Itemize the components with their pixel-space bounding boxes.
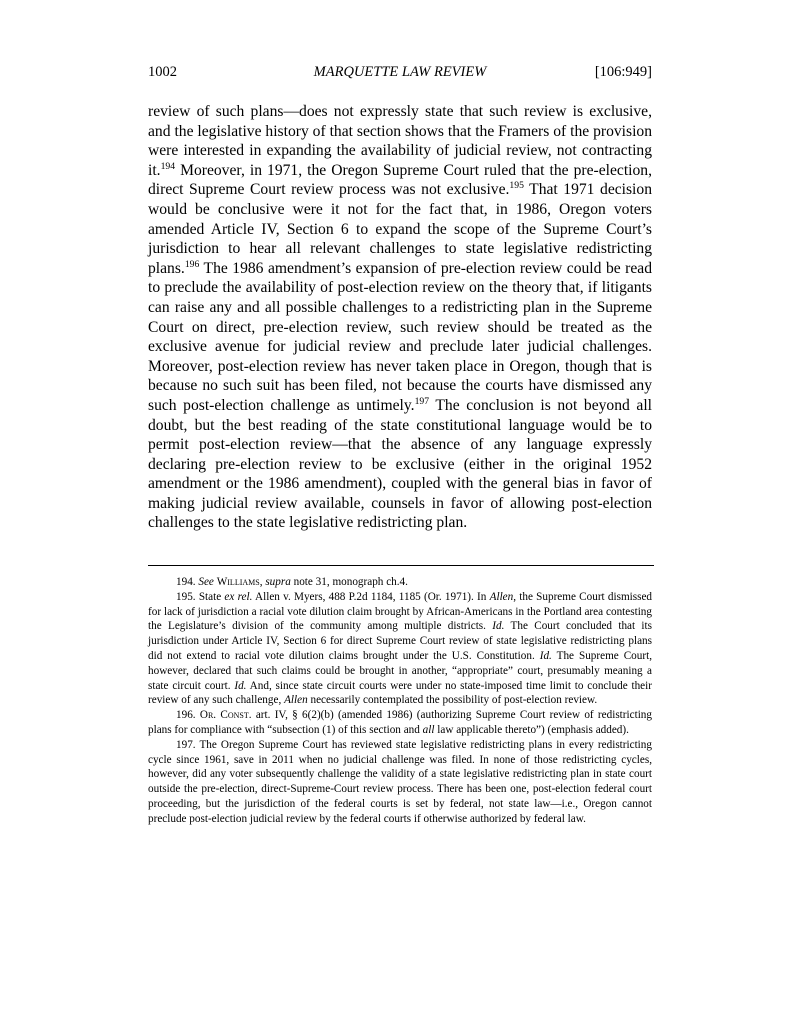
footnote-ref-195: 195 <box>509 180 524 192</box>
emphasis: all <box>422 723 435 736</box>
footnote-number: 194. <box>176 576 196 588</box>
signal: See <box>198 576 214 588</box>
body-text-segment: The conclusion is not beyond all doubt, but the best reading of the state constitutional language would be to permit post-election review—that the absence of any language expressly declaring pre-election review to be exclusive (either in the original 1952 amendment or the 1986 amendment), coupled with the general bias in favor of making judicial review available, counsels in favor of allowing post-election challenges to the state legislative redistricting plan. <box>148 396 652 532</box>
footnote-text: Allen v. Myers, 488 P.2d 1184, 1185 (Or. 1971). In <box>252 590 487 603</box>
body-paragraph <box>148 102 652 533</box>
body-text-segment: Moreover, in 1971, the Oregon Supreme Court ruled that the pre-election, direct Supreme Court review process was not exclusive. <box>148 161 652 199</box>
cited-author: Williams <box>216 576 260 588</box>
footnote-text: The Oregon Supreme Court has reviewed state legislative redistricting plans in every redistricting cycle since 1961, save in 2011 when no judicial challenge was filed. In none of those redistricting cycles, however, did any voter subsequently challenge the validity of a state legislative redistricting plan in state court outside the pre-election, direct-Supreme-Court review process. There has been one, post-election federal court proceeding, but the jurisdiction of the federal courts is set by federal, not state law—i.e., Oregon cannot preclude post-election judicial review by the federal courts if otherwise authorized by federal law. <box>148 738 652 825</box>
case-name: Allen <box>489 590 514 603</box>
footnote-ref-196: 196 <box>184 258 200 270</box>
body-text-segment: review of such plans—does not expressly state that such review is exclusive, and the legislative history of that section shows that the Framers of the provision were interested in expanding the availability of judicial review, not contracting it. <box>148 103 652 179</box>
page-number: 1002 <box>148 64 177 80</box>
footnote-number: 197. <box>176 738 196 751</box>
case-name: Allen <box>284 694 308 707</box>
body-text-segment: The 1986 amendment’s expansion of pre-election review could be read to preclude the availability of post-election review on the theory that, if litigants can raise any and all possible challenges to a redistricting plan in the Supreme Court on direct, pre-election review, such review should be treated as the exclusive avenue for judicial review and preclude later judicial challenges. Moreover, post-election review has never taken place in Oregon, though that is because no such suit has been filed, not because the courts have dismissed any such post-election challenge as untimely. <box>148 259 652 414</box>
footnote-text: The Supreme Court, however, declared that such claims could be brought in another, “appropriate” court, presumably meaning a state circuit court. <box>148 649 652 692</box>
footnote-text: note 31, monograph ch.4. <box>290 576 408 588</box>
footnote-ref-194: 194 <box>160 160 176 172</box>
footnote-text: law applicable thereto”) (emphasis added). <box>434 723 629 736</box>
footnote-194: 194. See Williams, supra note 31, monograph ch.4. <box>176 576 408 588</box>
signal: Id. <box>234 679 247 692</box>
signal: Id. <box>492 620 505 633</box>
footnote-text: , the Supreme Court dismissed for lack of jurisdiction a racial vote dilution claim brought by African-Americans in the Portland area contesting the Legislature’s division of the community among multiple districts. <box>148 590 653 633</box>
signal: supra <box>265 576 291 588</box>
footnote-197 <box>148 738 652 827</box>
signal: Id. <box>539 649 552 662</box>
footnote-text: The Court concluded that its jurisdiction under Article IV, Section 6 for direct Supreme Court review of state legislative redistricting plans did not extend to racial vote dilution claims brought under the U.S. Constitution. <box>148 620 653 662</box>
running-header <box>148 63 652 81</box>
footnote-separator <box>148 565 654 566</box>
journal-title: MARQUETTE LAW REVIEW <box>313 64 487 80</box>
footnote-number: 195. <box>176 590 196 603</box>
footnote-text: State <box>198 590 222 603</box>
footnotes <box>148 575 652 827</box>
footnote-text: And, since state circuit courts were under no state-imposed time limit to conclude their review of any such challenge, <box>148 679 652 707</box>
footnote-196 <box>148 708 652 738</box>
footnote-195 <box>148 590 652 708</box>
signal: ex rel. <box>224 590 253 603</box>
body-text-segment: That 1971 decision would be conclusive were it not for the fact that, in 1986, Oregon voters amended Article IV, Section 6 to expand the scope of the Supreme Court’s jurisdiction to hear all relevant challenges to state legislative redistricting plans. <box>148 181 652 277</box>
footnote-number: 196. <box>176 709 196 722</box>
cited-source: Or. Const. <box>199 709 252 722</box>
footnote-text: necessarily contemplated the possibility of post-election review. <box>307 694 598 707</box>
volume-citation: [106:949] <box>594 64 652 80</box>
footnote-text: art. IV, § 6(2)(b) (amended 1986) (authorizing Supreme Court review of redistricting plans for compliance with “subsection (1) of this section and <box>148 709 652 736</box>
footnote-ref-197: 197 <box>414 396 430 408</box>
